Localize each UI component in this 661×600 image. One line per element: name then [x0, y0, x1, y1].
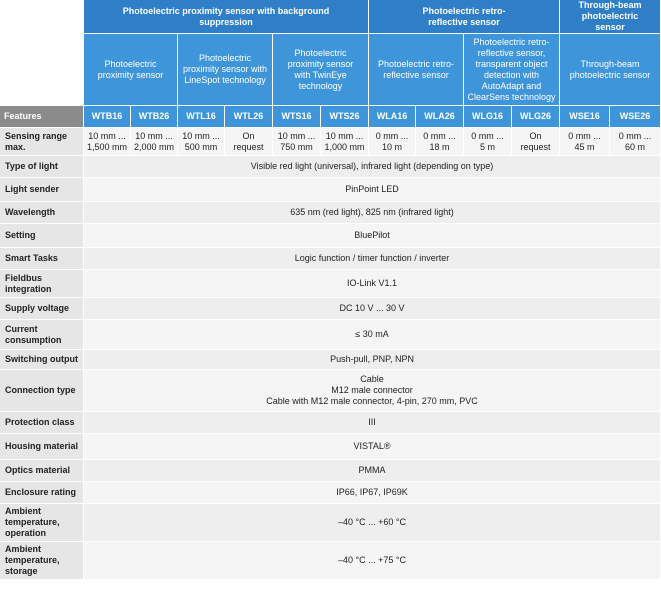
group-header: Photoelectric proximity sensor with background suppression	[84, 0, 369, 34]
subgroup-header: Photoelectric retro-reflective sensor, transparent object detection with AutoAdapt and ClearSens technology	[464, 34, 560, 106]
row-value: IP66, IP67, IP69K	[84, 482, 661, 504]
row-value: VISTAL®	[84, 434, 661, 460]
model-cell: WLA16	[369, 106, 416, 128]
range-cell: 0 mm ... 60 m	[610, 128, 661, 156]
spec-row	[0, 542, 661, 580]
row-value: PMMA	[84, 460, 661, 482]
row-label: Ambient temperature, storage	[0, 542, 84, 580]
subgroup-header: Photoelectric proximity sensor with TwinEye technology	[273, 34, 369, 106]
model-cell: WTS16	[273, 106, 321, 128]
range-cell: 10 mm ... 1,000 mm	[321, 128, 369, 156]
spec-row	[0, 370, 661, 412]
model-cell: WTS26	[321, 106, 369, 128]
spec-row	[0, 270, 661, 298]
row-value: Cable M12 male connector Cable with M12 male connector, 4-pin, 270 mm, PVC	[84, 370, 661, 412]
row-value: –40 °C ... +60 °C	[84, 504, 661, 542]
model-cell: WLA26	[416, 106, 464, 128]
model-cell: WSE26	[610, 106, 661, 128]
group-header: Photoelectric retro-reflective sensor	[369, 0, 560, 34]
spec-row	[0, 434, 661, 460]
row-value: Push-pull, PNP, NPN	[84, 350, 661, 370]
subgroup-header: Through-beam photoelectric sensor	[560, 34, 661, 106]
corner-blank	[0, 34, 84, 106]
range-cell: 0 mm ... 5 m	[464, 128, 512, 156]
range-cell: 0 mm ... 10 m	[369, 128, 416, 156]
subgroup-header: Photoelectric proximity sensor with LineSpot technology	[178, 34, 273, 106]
spec-row	[0, 320, 661, 350]
row-value: IO-Link V1.1	[84, 270, 661, 298]
row-value: –40 °C ... +75 °C	[84, 542, 661, 580]
range-cell: 0 mm ... 45 m	[560, 128, 610, 156]
range-cell: On request	[512, 128, 560, 156]
model-cell: WSE16	[560, 106, 610, 128]
range-cell: 10 mm ... 500 mm	[178, 128, 225, 156]
row-label: Current consumption	[0, 320, 84, 350]
row-value: DC 10 V ... 30 V	[84, 298, 661, 320]
model-cell: WLG16	[464, 106, 512, 128]
group-header: Through-beam photoelectric sensor	[560, 0, 661, 34]
row-label: Ambient temperature, operation	[0, 504, 84, 542]
row-label: Wavelength	[0, 202, 84, 224]
spec-row	[0, 248, 661, 270]
range-cell: 10 mm ... 2,000 mm	[131, 128, 178, 156]
range-cell: 0 mm ... 18 m	[416, 128, 464, 156]
row-label: Setting	[0, 224, 84, 248]
spec-row	[0, 178, 661, 202]
model-cell: WTL26	[225, 106, 273, 128]
row-value: 635 nm (red light), 825 nm (infrared light)	[84, 202, 661, 224]
spec-row	[0, 460, 661, 482]
row-label: Connection type	[0, 370, 84, 412]
spec-row	[0, 504, 661, 542]
features-label: Features	[0, 106, 84, 128]
spec-row	[0, 156, 661, 178]
subgroup-header: Photoelectric proximity sensor	[84, 34, 178, 106]
row-label: Optics material	[0, 460, 84, 482]
row-label: Light sender	[0, 178, 84, 202]
row-label: Switching output	[0, 350, 84, 370]
row-label: Sensing range max.	[0, 128, 84, 156]
range-cell: 10 mm ... 750 mm	[273, 128, 321, 156]
range-cell: 10 mm ... 1,500 mm	[84, 128, 131, 156]
row-value: BluePilot	[84, 224, 661, 248]
row-value: III	[84, 412, 661, 434]
model-cell: WTL16	[178, 106, 225, 128]
row-label: Supply voltage	[0, 298, 84, 320]
row-label: Type of light	[0, 156, 84, 178]
spec-row	[0, 202, 661, 224]
model-cell: WTB26	[131, 106, 178, 128]
range-cell: On request	[225, 128, 273, 156]
spec-row	[0, 298, 661, 320]
row-value: ≤ 30 mA	[84, 320, 661, 350]
row-value: Logic function / timer function / inverter	[84, 248, 661, 270]
row-label: Fieldbus integration	[0, 270, 84, 298]
row-label: Smart Tasks	[0, 248, 84, 270]
row-value: Visible red light (universal), infrared light (depending on type)	[84, 156, 661, 178]
group-header-row	[0, 0, 661, 34]
subgroup-header-row	[0, 34, 661, 106]
spec-row	[0, 412, 661, 434]
row-label: Housing material	[0, 434, 84, 460]
spec-row	[0, 350, 661, 370]
subgroup-header: Photoelectric retro-reflective sensor	[369, 34, 464, 106]
model-row	[0, 106, 661, 128]
sensing-range-row	[0, 128, 661, 156]
model-cell: WLG26	[512, 106, 560, 128]
spec-row	[0, 482, 661, 504]
row-label: Protection class	[0, 412, 84, 434]
spec-row	[0, 224, 661, 248]
corner-blank	[0, 0, 84, 34]
model-cell: WTB16	[84, 106, 131, 128]
row-label: Enclosure rating	[0, 482, 84, 504]
row-value: PinPoint LED	[84, 178, 661, 202]
